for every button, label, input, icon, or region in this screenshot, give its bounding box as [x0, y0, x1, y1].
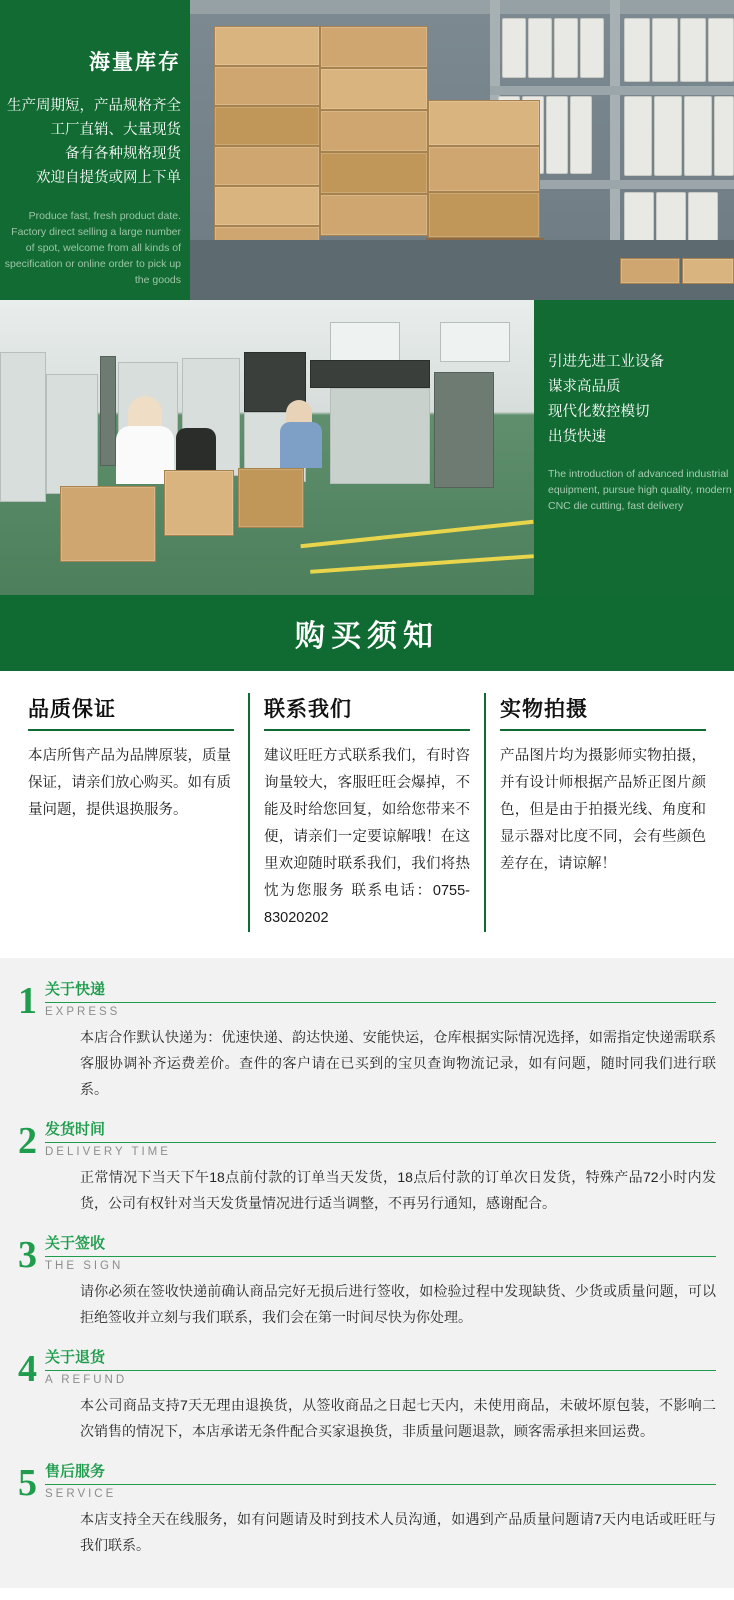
warehouse-line: 备有各种规格现货	[65, 146, 181, 162]
faq-item	[0, 1222, 734, 1336]
carton-box	[60, 486, 156, 562]
notice-column-contact	[248, 693, 484, 932]
faq-body: 正常情况下当天下午18点前付款的订单当天发货，18点后付款的订单次日发货，特殊产品72小时内发货，公司有权针对当天发货量情况进行适当调整，不再另行通知，感谢配合。	[80, 1169, 716, 1211]
warehouse-title: 海量库存	[89, 51, 181, 74]
faq-title-en: THE SIGN	[45, 1260, 124, 1272]
faq-head	[18, 1460, 716, 1504]
faq-title-cn: 关于签收	[45, 1232, 716, 1257]
faq-head	[18, 1232, 716, 1276]
carton-box	[320, 68, 428, 110]
faq-body: 本店支持全天在线服务，如有问题请及时到技术人员沟通，如遇到产品质量问题请7天内电话或旺旺与我们联系。	[80, 1511, 716, 1553]
warehouse-english-text: Produce fast, fresh product date. Factory direct selling a large number of spot, welcome from all kinds of specification or online order to pick up the goods	[4, 210, 181, 286]
faq-number: 5	[18, 1462, 37, 1504]
faq-titles	[45, 1118, 716, 1158]
notice-column-title: 联系我们	[264, 698, 352, 721]
notice-column-title: 实物拍摄	[500, 698, 588, 721]
machine	[434, 372, 494, 488]
paper-roll	[546, 96, 568, 174]
window	[330, 322, 400, 362]
faq-title-cn: 关于退货	[45, 1346, 716, 1371]
faq-item	[0, 968, 734, 1108]
paper-roll	[654, 96, 682, 176]
shelf-beam	[490, 86, 734, 95]
faq-titles	[45, 1460, 716, 1500]
workshop-text-block	[534, 300, 734, 595]
carton-box	[320, 110, 428, 152]
paper-roll	[624, 96, 652, 176]
carton-box	[428, 192, 540, 238]
faq-number: 3	[18, 1234, 37, 1276]
notice-column-title: 品质保证	[28, 698, 116, 721]
machine	[330, 388, 430, 484]
faq-number: 2	[18, 1120, 37, 1162]
worker	[128, 396, 162, 430]
carton-box	[164, 470, 234, 536]
carton-box	[320, 194, 428, 236]
shelf-beam	[190, 0, 734, 14]
faq-titles	[45, 1232, 716, 1272]
floor-lane-line	[310, 554, 534, 574]
notice-column-text: 产品图片均为摄影师实物拍摄，并有设计师根据产品矫正图片颜色，但是由于拍摄光线、角度和显示器对比度不同，会有些颜色差存在，请谅解！	[500, 748, 706, 872]
paper-roll	[652, 18, 678, 82]
window	[440, 322, 510, 362]
faq-titles	[45, 1346, 716, 1386]
carton-box	[214, 26, 320, 66]
warehouse-line: 工厂直销、大量现货	[50, 122, 181, 138]
faq-title-en: A REFUND	[45, 1374, 128, 1386]
faq-head	[18, 1118, 716, 1162]
paper-roll	[680, 18, 706, 82]
faq-title-en: DELIVERY TIME	[45, 1146, 171, 1158]
paper-roll	[714, 96, 734, 176]
workshop-line: 谋求高品质	[548, 379, 621, 395]
purchase-notice-banner	[0, 595, 734, 671]
workshop-line: 现代化数控模切	[548, 404, 650, 420]
worker-body	[280, 422, 322, 468]
workshop-section	[0, 300, 734, 595]
paper-roll	[502, 18, 526, 78]
faq-head	[18, 978, 716, 1022]
carton-box	[320, 152, 428, 194]
workshop-english-text: The introduction of advanced industrial equipment, pursue high quality, modern CNC die cutting, fast delivery	[548, 468, 732, 512]
title-underline	[264, 729, 470, 731]
notice-column-text: 本店所售产品为品牌原装，质量保证，请亲们放心购买。如有质量问题，提供退换服务。	[28, 748, 231, 818]
workshop-lines	[548, 350, 734, 450]
title-underline	[500, 729, 706, 731]
paper-roll	[570, 96, 592, 174]
faq-item	[0, 1108, 734, 1222]
faq-titles	[45, 978, 716, 1018]
paper-roll	[708, 18, 734, 82]
workshop-photo	[0, 300, 534, 595]
carton-box	[320, 26, 428, 68]
faq-title-en: SERVICE	[45, 1488, 117, 1500]
faq-head	[18, 1346, 716, 1390]
carton-box	[214, 146, 320, 186]
paper-roll	[580, 18, 604, 78]
faq-item	[0, 1450, 734, 1564]
workshop-line: 引进先进工业设备	[548, 354, 664, 370]
paper-roll	[528, 18, 552, 78]
paper-roll	[684, 96, 712, 176]
faq-item	[0, 1336, 734, 1450]
carton-box	[214, 66, 320, 106]
faq-title-cn: 售后服务	[45, 1460, 716, 1485]
title-underline	[28, 729, 234, 731]
machine	[100, 356, 116, 466]
machine	[310, 360, 430, 388]
faq-title-cn: 关于快递	[45, 978, 716, 1003]
carton-box	[620, 258, 680, 284]
notice-column-photo	[484, 693, 720, 932]
carton-box	[428, 100, 540, 146]
faq-body: 本店合作默认快递为：优速快递、韵达快递、安能快运，仓库根据实际情况选择，如需指定快递需联系客服协调补齐运费差价。查件的客户请在已买到的宝贝查询物流记录，如有问题，随时同我们进行联系。	[80, 1029, 716, 1097]
workshop-line: 出货快速	[548, 429, 606, 445]
faq-section	[0, 958, 734, 1588]
purchase-notice-title: 购买须知	[295, 620, 439, 653]
warehouse-text-block	[0, 0, 195, 300]
carton-box	[214, 106, 320, 146]
warehouse-photo	[190, 0, 734, 300]
carton-box	[428, 146, 540, 192]
notice-column-text: 建议旺旺方式联系我们，有时咨询量较大，客服旺旺会爆掉，不能及时给您回复，如给您带来不便，请亲们一定要谅解哦！在这里欢迎随时联系我们，我们将热忱为您服务 联系电话：0755-83020202	[264, 748, 470, 926]
faq-number: 1	[18, 980, 37, 1022]
notice-columns	[0, 671, 734, 958]
faq-body: 请你必须在签收快递前确认商品完好无损后进行签收，如检验过程中发现缺货、少货或质量问题，可以拒绝签收并立刻与我们联系，我们会在第一时间尽快为你处理。	[80, 1283, 716, 1325]
carton-box	[238, 468, 304, 528]
floor-lane-line	[300, 520, 533, 548]
faq-title-en: EXPRESS	[45, 1006, 121, 1018]
paper-roll	[624, 18, 650, 82]
warehouse-line: 生产周期短，产品规格齐全	[7, 98, 181, 114]
warehouse-line: 欢迎自提货或网上下单	[36, 170, 181, 186]
warehouse-lines	[0, 94, 181, 190]
warehouse-section	[0, 0, 734, 300]
carton-box	[682, 258, 734, 284]
notice-column-quality	[14, 693, 248, 932]
machine	[46, 374, 98, 494]
faq-title-cn: 发货时间	[45, 1118, 716, 1143]
paper-roll	[554, 18, 578, 78]
faq-number: 4	[18, 1348, 37, 1390]
machine	[0, 352, 46, 502]
carton-box	[214, 186, 320, 226]
faq-body: 本公司商品支持7天无理由退换货，从签收商品之日起七天内，未使用商品，未破坏原包装，不影响二次销售的情况下，本店承诺无条件配合买家退换货，非质量问题退款，顾客需承担来回运费。	[80, 1397, 716, 1439]
